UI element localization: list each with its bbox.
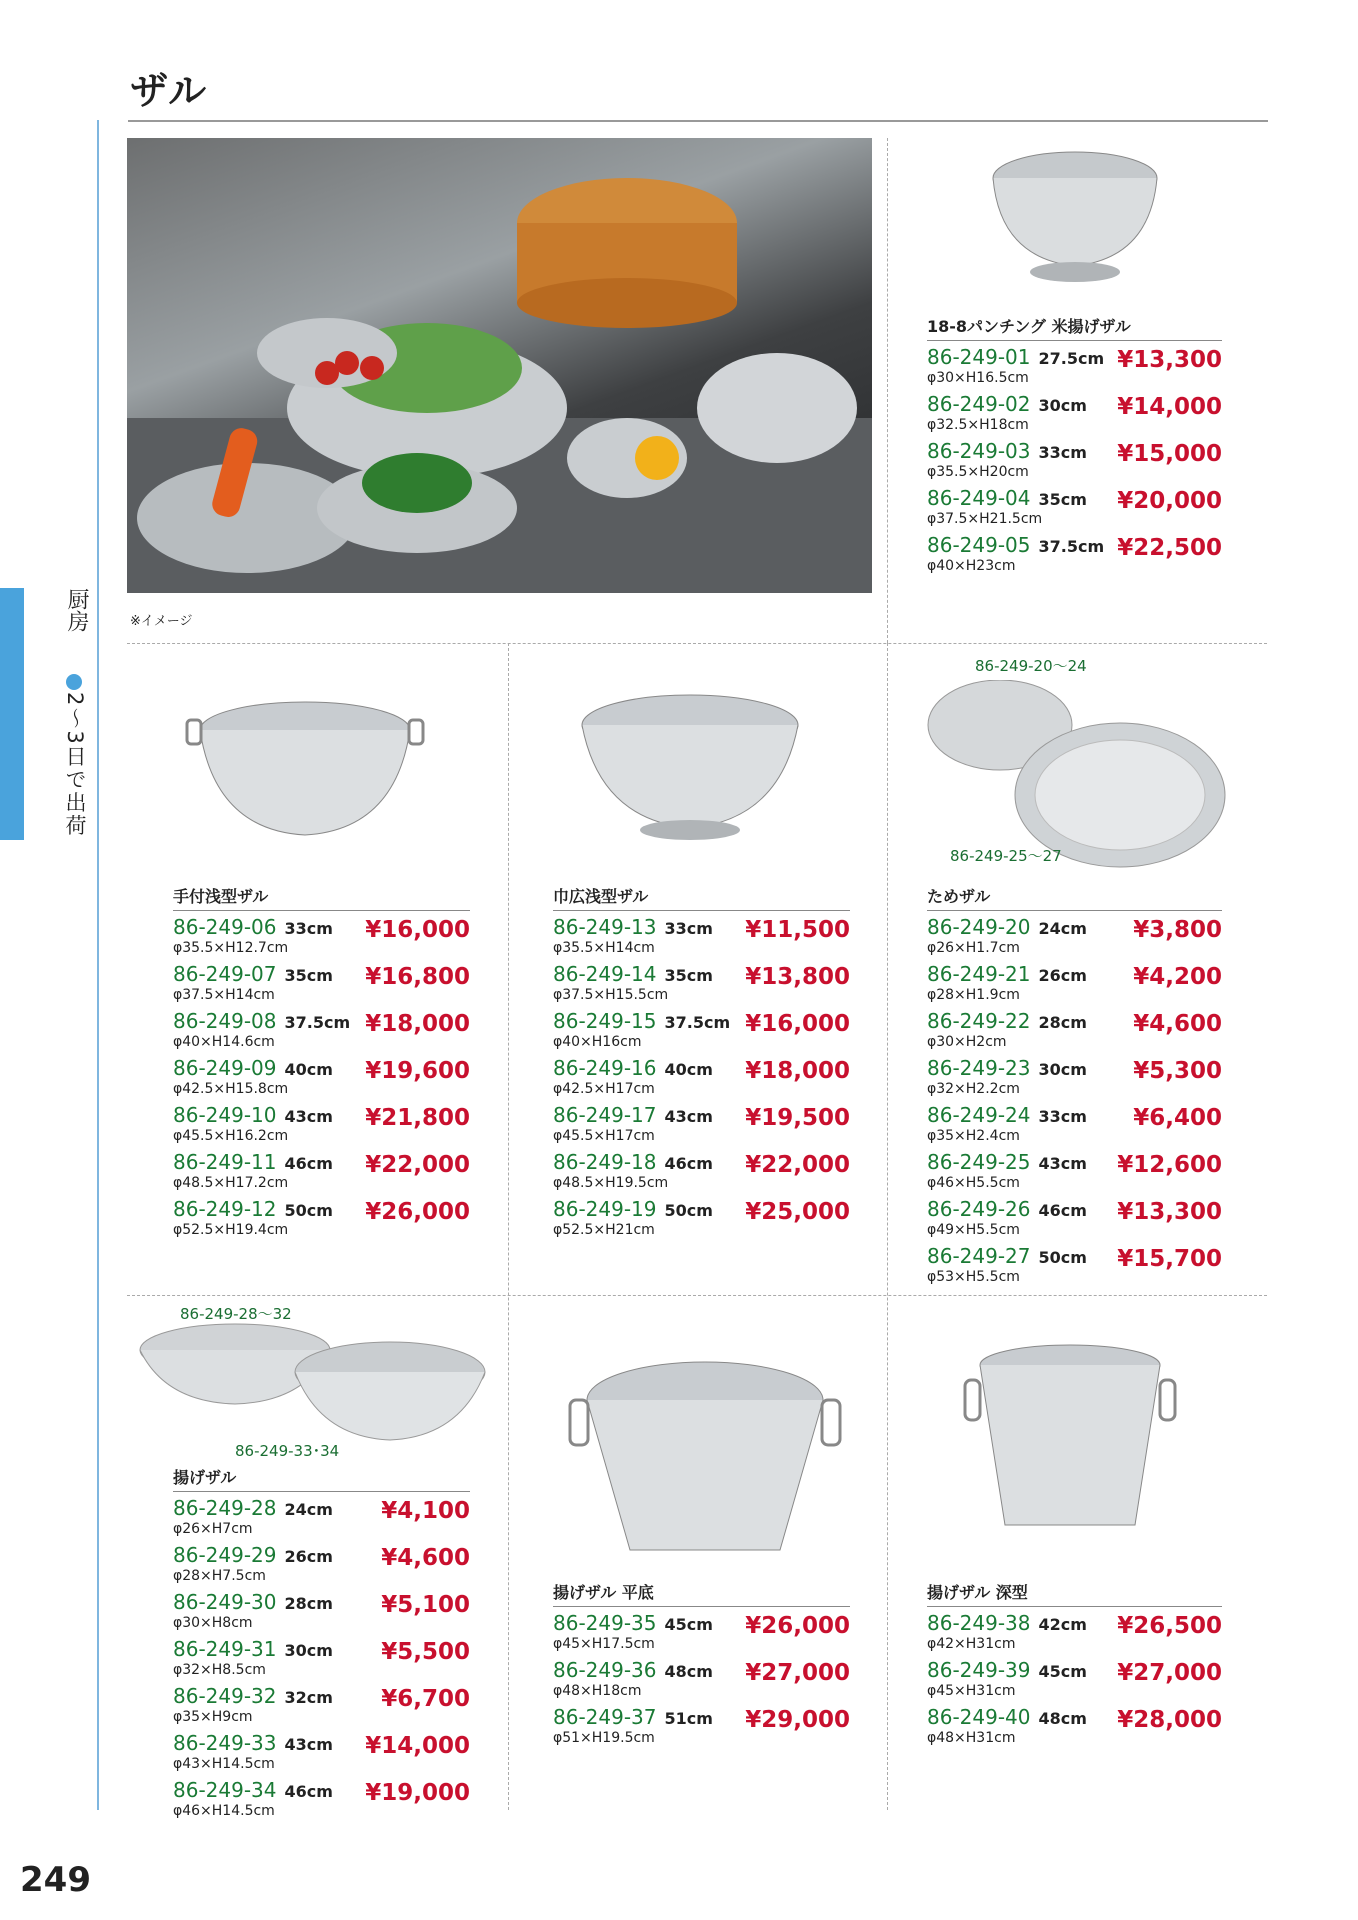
item-dimensions: φ52.5×H19.4cm: [173, 1222, 289, 1238]
item-price: ¥14,000: [1117, 394, 1222, 420]
item-size: 43cm: [284, 1735, 333, 1754]
item-dimensions: φ40×H14.6cm: [173, 1034, 275, 1050]
item-code: 86-249-01: [927, 345, 1031, 369]
item-dimensions: φ37.5×H15.5cm: [553, 987, 669, 1003]
item-size: 40cm: [664, 1060, 713, 1079]
item-price: ¥5,300: [1133, 1058, 1222, 1084]
komeage-zaru-image: [990, 148, 1160, 288]
item-dimensions: φ30×H8cm: [173, 1615, 253, 1631]
bullet-icon: [66, 674, 82, 690]
item-size: 33cm: [284, 919, 333, 938]
item-size: 33cm: [1038, 1107, 1087, 1126]
product-item: [173, 1496, 470, 1543]
item-code: 86-249-18: [553, 1150, 657, 1174]
item-code: 86-249-27: [927, 1244, 1031, 1268]
product-block-age-flat: [553, 1580, 850, 1752]
item-price: ¥16,800: [365, 964, 470, 990]
product-item: [927, 1056, 1222, 1103]
item-size: 37.5cm: [1038, 537, 1105, 556]
item-code: 86-249-14: [553, 962, 657, 986]
image-note: ※イメージ: [130, 614, 193, 629]
item-price: ¥4,600: [381, 1545, 470, 1571]
item-dimensions: φ30×H2cm: [927, 1034, 1007, 1050]
product-item: [553, 915, 850, 962]
item-dimensions: φ40×H23cm: [927, 558, 1016, 574]
product-block-age-deep: [927, 1580, 1222, 1752]
item-price: ¥25,000: [745, 1199, 850, 1225]
hero-image: [127, 138, 872, 593]
habahiro-zaru-image: [575, 690, 805, 850]
category-tab: [0, 588, 24, 840]
item-size: 27.5cm: [1038, 349, 1105, 368]
item-price: ¥29,000: [745, 1707, 850, 1733]
item-dimensions: φ48.5×H17.2cm: [173, 1175, 289, 1191]
item-price: ¥19,000: [365, 1780, 470, 1806]
item-size: 46cm: [284, 1782, 333, 1801]
item-size: 26cm: [284, 1547, 333, 1566]
item-dimensions: φ35×H9cm: [173, 1709, 253, 1725]
item-dimensions: φ32×H2.2cm: [927, 1081, 1020, 1097]
divider: [887, 138, 888, 643]
item-dimensions: φ48.5×H19.5cm: [553, 1175, 669, 1191]
item-code: 86-249-13: [553, 915, 657, 939]
item-code: 86-249-35: [553, 1611, 657, 1635]
product-block-tame: [927, 884, 1222, 1291]
category-label: 厨房: [64, 588, 89, 632]
tame-zaru-image: [925, 680, 1265, 870]
item-dimensions: φ32×H8.5cm: [173, 1662, 266, 1678]
product-title: 18-8パンチング 米揚げザル: [927, 314, 1222, 341]
item-dimensions: φ35×H2.4cm: [927, 1128, 1020, 1144]
item-dimensions: φ52.5×H21cm: [553, 1222, 655, 1238]
product-item: [927, 1244, 1222, 1291]
item-size: 33cm: [664, 919, 713, 938]
age-zaru-deep-image: [960, 1340, 1180, 1535]
item-dimensions: φ45.5×H16.2cm: [173, 1128, 289, 1144]
item-price: ¥21,800: [365, 1105, 470, 1131]
product-title: 揚げザル 深型: [927, 1580, 1222, 1607]
item-list: [553, 1611, 850, 1752]
item-code: 86-249-03: [927, 439, 1031, 463]
product-item: [553, 1197, 850, 1244]
group-label: 86-249-20〜24: [975, 657, 1087, 675]
product-title: 手付浅型ザル: [173, 884, 470, 911]
item-code: 86-249-34: [173, 1778, 277, 1802]
item-dimensions: φ46×H14.5cm: [173, 1803, 275, 1819]
item-price: ¥22,000: [745, 1152, 850, 1178]
item-size: 28cm: [284, 1594, 333, 1613]
product-item: [173, 1684, 470, 1731]
product-item: [927, 533, 1222, 580]
item-code: 86-249-11: [173, 1150, 277, 1174]
group-label: 86-249-28〜32: [180, 1305, 292, 1323]
product-item: [173, 962, 470, 1009]
divider: [887, 643, 888, 1810]
item-size: 24cm: [1038, 919, 1087, 938]
item-dimensions: φ37.5×H14cm: [173, 987, 275, 1003]
product-item: [927, 345, 1222, 392]
item-price: ¥15,700: [1117, 1246, 1222, 1272]
tetsuki-zaru-image: [185, 695, 425, 855]
item-price: ¥27,000: [1117, 1660, 1222, 1686]
item-price: ¥13,300: [1117, 347, 1222, 373]
item-size: 46cm: [284, 1154, 333, 1173]
item-dimensions: φ32.5×H18cm: [927, 417, 1029, 433]
item-size: 30cm: [284, 1641, 333, 1660]
product-item: [173, 1056, 470, 1103]
item-list: [927, 345, 1222, 580]
item-price: ¥13,300: [1117, 1199, 1222, 1225]
page-number: 249: [20, 1860, 91, 1900]
item-dimensions: φ45×H17.5cm: [553, 1636, 655, 1652]
item-code: 86-249-09: [173, 1056, 277, 1080]
product-block-habahiro: [553, 884, 850, 1244]
item-list: [553, 915, 850, 1244]
title-rule: [128, 120, 1268, 122]
item-code: 86-249-30: [173, 1590, 277, 1614]
item-code: 86-249-23: [927, 1056, 1031, 1080]
item-code: 86-249-37: [553, 1705, 657, 1729]
age-zaru-flat-image: [565, 1355, 845, 1565]
item-size: 43cm: [664, 1107, 713, 1126]
product-item: [173, 1150, 470, 1197]
item-dimensions: φ28×H7.5cm: [173, 1568, 266, 1584]
item-price: ¥26,000: [745, 1613, 850, 1639]
divider: [508, 643, 509, 1810]
item-price: ¥20,000: [1117, 488, 1222, 514]
item-size: 26cm: [1038, 966, 1087, 985]
item-dimensions: φ26×H7cm: [173, 1521, 253, 1537]
product-item: [173, 1637, 470, 1684]
product-item: [927, 1658, 1222, 1705]
item-code: 86-249-22: [927, 1009, 1031, 1033]
product-item: [927, 962, 1222, 1009]
product-item: [927, 915, 1222, 962]
product-title: 巾広浅型ザル: [553, 884, 850, 911]
item-size: 28cm: [1038, 1013, 1087, 1032]
age-zaru-image: [135, 1322, 505, 1442]
product-item: [927, 1611, 1222, 1658]
product-item: [173, 1778, 470, 1825]
item-price: ¥3,800: [1133, 917, 1222, 943]
product-item: [553, 1658, 850, 1705]
item-size: 50cm: [1038, 1248, 1087, 1267]
item-code: 86-249-26: [927, 1197, 1031, 1221]
item-dimensions: φ48×H31cm: [927, 1730, 1016, 1746]
item-size: 30cm: [1038, 396, 1087, 415]
item-code: 86-249-25: [927, 1150, 1031, 1174]
item-code: 86-249-16: [553, 1056, 657, 1080]
item-dimensions: φ35.5×H20cm: [927, 464, 1029, 480]
item-size: 50cm: [664, 1201, 713, 1220]
item-price: ¥4,100: [381, 1498, 470, 1524]
item-dimensions: φ43×H14.5cm: [173, 1756, 275, 1772]
item-dimensions: φ26×H1.7cm: [927, 940, 1020, 956]
item-size: 42cm: [1038, 1615, 1087, 1634]
item-price: ¥4,600: [1133, 1011, 1222, 1037]
item-size: 33cm: [1038, 443, 1087, 462]
item-price: ¥18,000: [745, 1058, 850, 1084]
divider: [127, 1295, 1267, 1296]
item-dimensions: φ53×H5.5cm: [927, 1269, 1020, 1285]
item-price: ¥27,000: [745, 1660, 850, 1686]
item-list: [173, 1496, 470, 1825]
item-price: ¥19,600: [365, 1058, 470, 1084]
item-price: ¥11,500: [745, 917, 850, 943]
product-title: 揚げザル 平底: [553, 1580, 850, 1607]
item-price: ¥14,000: [365, 1733, 470, 1759]
item-dimensions: φ28×H1.9cm: [927, 987, 1020, 1003]
item-code: 86-249-32: [173, 1684, 277, 1708]
item-price: ¥6,400: [1133, 1105, 1222, 1131]
item-dimensions: φ40×H16cm: [553, 1034, 642, 1050]
item-dimensions: φ35.5×H12.7cm: [173, 940, 289, 956]
item-code: 86-249-19: [553, 1197, 657, 1221]
product-item: [553, 1150, 850, 1197]
item-dimensions: φ37.5×H21.5cm: [927, 511, 1043, 527]
item-size: 35cm: [1038, 490, 1087, 509]
item-size: 30cm: [1038, 1060, 1087, 1079]
item-dimensions: φ45×H31cm: [927, 1683, 1016, 1699]
product-item: [553, 1056, 850, 1103]
item-size: 35cm: [664, 966, 713, 985]
item-list: [173, 915, 470, 1244]
item-size: 45cm: [1038, 1662, 1087, 1681]
item-list: [927, 915, 1222, 1291]
item-code: 86-249-12: [173, 1197, 277, 1221]
product-block-komeage: [927, 314, 1222, 580]
product-item: [553, 1705, 850, 1752]
product-item: [553, 962, 850, 1009]
item-size: 37.5cm: [664, 1013, 731, 1032]
item-size: 48cm: [664, 1662, 713, 1681]
item-price: ¥22,500: [1117, 535, 1222, 561]
divider: [127, 643, 1267, 644]
item-code: 86-249-24: [927, 1103, 1031, 1127]
item-code: 86-249-17: [553, 1103, 657, 1127]
item-size: 45cm: [664, 1615, 713, 1634]
item-price: ¥4,200: [1133, 964, 1222, 990]
item-code: 86-249-08: [173, 1009, 277, 1033]
item-price: ¥16,000: [365, 917, 470, 943]
item-dimensions: φ49×H5.5cm: [927, 1222, 1020, 1238]
item-size: 43cm: [284, 1107, 333, 1126]
item-price: ¥19,500: [745, 1105, 850, 1131]
item-code: 86-249-31: [173, 1637, 277, 1661]
item-price: ¥12,600: [1117, 1152, 1222, 1178]
item-code: 86-249-07: [173, 962, 277, 986]
item-price: ¥26,000: [365, 1199, 470, 1225]
product-item: [173, 1197, 470, 1244]
product-item: [927, 1197, 1222, 1244]
item-price: ¥15,000: [1117, 441, 1222, 467]
item-price: ¥26,500: [1117, 1613, 1222, 1639]
item-price: ¥5,500: [381, 1639, 470, 1665]
item-size: 40cm: [284, 1060, 333, 1079]
product-item: [927, 392, 1222, 439]
item-list: [927, 1611, 1222, 1752]
item-code: 86-249-40: [927, 1705, 1031, 1729]
item-code: 86-249-15: [553, 1009, 657, 1033]
item-price: ¥16,000: [745, 1011, 850, 1037]
item-code: 86-249-36: [553, 1658, 657, 1682]
item-size: 32cm: [284, 1688, 333, 1707]
item-code: 86-249-38: [927, 1611, 1031, 1635]
item-price: ¥5,100: [381, 1592, 470, 1618]
item-dimensions: φ30×H16.5cm: [927, 370, 1029, 386]
product-item: [173, 1590, 470, 1637]
item-code: 86-249-04: [927, 486, 1031, 510]
margin-line: [97, 120, 99, 1810]
item-size: 50cm: [284, 1201, 333, 1220]
item-dimensions: φ45.5×H17cm: [553, 1128, 655, 1144]
product-item: [173, 1731, 470, 1778]
item-dimensions: φ51×H19.5cm: [553, 1730, 655, 1746]
product-item: [927, 1009, 1222, 1056]
product-item: [173, 1103, 470, 1150]
product-item: [927, 1705, 1222, 1752]
item-size: 48cm: [1038, 1709, 1087, 1728]
item-code: 86-249-33: [173, 1731, 277, 1755]
item-price: ¥6,700: [381, 1686, 470, 1712]
product-item: [553, 1009, 850, 1056]
product-item: [927, 1150, 1222, 1197]
item-code: 86-249-29: [173, 1543, 277, 1567]
item-code: 86-249-39: [927, 1658, 1031, 1682]
item-code: 86-249-02: [927, 392, 1031, 416]
item-code: 86-249-05: [927, 533, 1031, 557]
item-dimensions: φ42×H31cm: [927, 1636, 1016, 1652]
item-size: 35cm: [284, 966, 333, 985]
product-item: [927, 1103, 1222, 1150]
product-item: [553, 1611, 850, 1658]
item-price: ¥22,000: [365, 1152, 470, 1178]
product-item: [173, 915, 470, 962]
product-item: [927, 486, 1222, 533]
item-size: 37.5cm: [284, 1013, 351, 1032]
item-code: 86-249-06: [173, 915, 277, 939]
page-title: ザル: [130, 68, 209, 113]
item-code: 86-249-10: [173, 1103, 277, 1127]
item-dimensions: φ42.5×H15.8cm: [173, 1081, 289, 1097]
group-label: 86-249-25〜27: [950, 847, 1062, 865]
item-price: ¥13,800: [745, 964, 850, 990]
item-size: 46cm: [1038, 1201, 1087, 1220]
item-dimensions: φ42.5×H17cm: [553, 1081, 655, 1097]
item-size: 43cm: [1038, 1154, 1087, 1173]
item-size: 51cm: [664, 1709, 713, 1728]
product-item: [927, 439, 1222, 486]
item-code: 86-249-20: [927, 915, 1031, 939]
item-dimensions: φ48×H18cm: [553, 1683, 642, 1699]
item-code: 86-249-21: [927, 962, 1031, 986]
product-block-age: [173, 1465, 470, 1825]
product-item: [173, 1543, 470, 1590]
item-price: ¥28,000: [1117, 1707, 1222, 1733]
product-item: [553, 1103, 850, 1150]
item-size: 24cm: [284, 1500, 333, 1519]
group-label: 86-249-33･34: [235, 1442, 340, 1460]
item-size: 46cm: [664, 1154, 713, 1173]
item-dimensions: φ35.5×H14cm: [553, 940, 655, 956]
item-code: 86-249-28: [173, 1496, 277, 1520]
item-price: ¥18,000: [365, 1011, 470, 1037]
product-item: [173, 1009, 470, 1056]
product-title: ためザル: [927, 884, 1222, 911]
product-block-tetsuki: [173, 884, 470, 1244]
product-title: 揚げザル: [173, 1465, 470, 1492]
shipping-label: 2〜3日で出荷: [63, 692, 87, 838]
item-dimensions: φ46×H5.5cm: [927, 1175, 1020, 1191]
